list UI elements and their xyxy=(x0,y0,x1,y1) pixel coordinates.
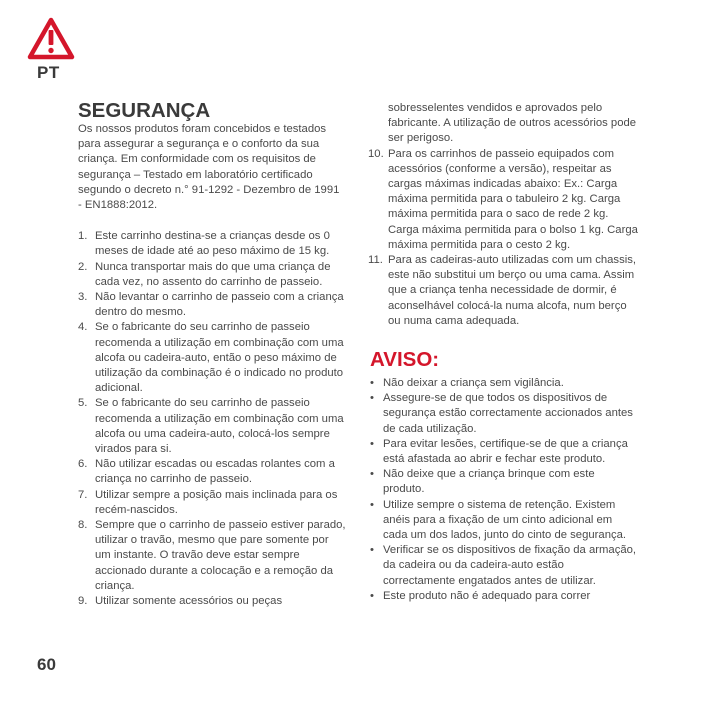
list-item xyxy=(78,457,346,487)
list-item-number: 10. xyxy=(368,147,384,160)
list-item-number: 6. xyxy=(78,458,88,471)
bullet-dot-icon: • xyxy=(370,544,374,557)
bullet-dot-icon: • xyxy=(370,377,374,390)
list-item xyxy=(78,488,346,518)
list-item xyxy=(78,396,346,457)
bullet-text: Este produto não é adequado para correr xyxy=(383,589,591,602)
list-item xyxy=(78,320,346,396)
list-item-text: Este carrinho destina-se a crianças desde os 0 meses de idade até ao peso máximo de 15 kg. xyxy=(95,230,330,258)
list-item-number: 11. xyxy=(368,254,383,267)
list-item-number: 8. xyxy=(78,519,88,532)
list-item-text: Nunca transportar mais do que uma criança de cada vez, no assento do carrinho de passeio. xyxy=(95,260,331,288)
warning-list xyxy=(368,376,638,604)
warning-bullet-item xyxy=(368,589,638,604)
list-item-number: 3. xyxy=(78,291,88,304)
safety-intro: Os nossos produtos foram concebidos e testados para assegurar a segurança e o conforto da sua criança. Em conformidade com os requisitos de segurança – Testado em laboratório certificado segundo o decreto n.° 91-1292 - Dezembro de 1991 - EN1888:2012. xyxy=(78,123,340,212)
list-item-text: Utilizar sempre a posição mais inclinada para os recém-nascidos. xyxy=(95,488,338,516)
list-item xyxy=(368,147,638,253)
list-item-text: Sempre que o carrinho de passeio estiver parado, utilizar o travão, mesmo que pare somente por um instante. O travão deve estar sempre accionado durante a colocação e a remoção da criança. xyxy=(95,519,346,592)
safety-title: SEGURANÇA xyxy=(78,99,211,122)
list-item-number: 9. xyxy=(78,595,88,608)
list-item xyxy=(78,594,346,609)
page-number: 60 xyxy=(37,655,56,674)
bullet-text: Para evitar lesões, certifique-se de que a criança está afastada ao abrir e fechar este produto. xyxy=(383,437,628,466)
list-item-number: 2. xyxy=(78,260,88,273)
list-item xyxy=(78,518,346,594)
list-item-text: Para as cadeiras-auto utilizadas com um chassis, este não substitui um berço ou uma cama. Assim que a criança tenha necessidade de dormir, é aconselhável colocá-la numa alcofa, num berço ou numa cama adequada. xyxy=(388,254,637,327)
bullet-text: Verificar se os dispositivos de fixação da armação, da cadeira ou da cadeira-auto estão correctamente engatados antes de utilizar. xyxy=(383,544,637,587)
warning-bullet-item xyxy=(368,543,638,589)
bullet-text: Utilize sempre o sistema de retenção. Existem anéis para a fixação de um cinto adicional em cada um dos lados, junto do cinto de segurança. xyxy=(383,498,627,542)
safety-list xyxy=(78,229,346,609)
list-item-text: Se o fabricante do seu carrinho de passeio recomenda a utilização em combinação com uma alcofa ou cadeira-auto, então o peso máximo de utilização da combinação é o indicado no produto adicional. xyxy=(95,321,344,395)
list-item-number: 7. xyxy=(78,488,88,501)
language-label: PT xyxy=(37,63,60,82)
safety-item-9-continued: sobresselentes vendidos e aprovados pelo fabricante. A utilização de outros acessórios pode ser perigoso. xyxy=(388,102,637,145)
list-item-text: Utilizar somente acessórios ou peças xyxy=(95,595,283,608)
bullet-dot-icon: • xyxy=(370,589,374,602)
list-item-text: Não levantar o carrinho de passeio com a criança dentro do mesmo. xyxy=(95,291,344,319)
bullet-text: Assegure-se de que todos os dispositivos de segurança estão correctamente accionados antes de cada utilização. xyxy=(383,392,633,435)
list-item xyxy=(78,260,346,290)
list-item-number: 1. xyxy=(78,230,88,243)
list-item-text: Não utilizar escadas ou escadas rolantes com a criança no carrinho de passeio. xyxy=(95,458,335,486)
warning-bullet-item xyxy=(368,437,638,467)
list-item xyxy=(78,290,346,320)
warning-title: AVISO: xyxy=(370,348,440,372)
warning-bullet-item xyxy=(368,376,638,391)
list-item-number: 4. xyxy=(78,321,88,334)
bullet-dot-icon: • xyxy=(370,392,374,405)
list-item xyxy=(78,229,346,259)
bullet-dot-icon: • xyxy=(370,498,374,511)
warning-bullet-item xyxy=(368,467,638,497)
bullet-text: Não deixe que a criança brinque com este produto. xyxy=(383,468,595,496)
warning-triangle-icon xyxy=(27,17,75,61)
list-item-text: Para os carrinhos de passeio equipados com acessórios (conforme a versão), respeitar as cargas máximas indicadas abaixo: Ex.: Carga máxima permitida para o tabuleiro 2 kg. Carga máxima permitida para o saco de rede 2 kg. Carga máxima permitida para o bolso 1 kg. Carga máxima permitida para o cesto 2 kg. xyxy=(388,147,638,251)
list-item-number: 5. xyxy=(78,397,88,410)
safety-list-continued xyxy=(368,147,638,329)
list-item-text: Se o fabricante do seu carrinho de passeio recomenda a utilização em combinação com uma alcofa ou uma cadeira-auto, colocá-los sempre virados para si. xyxy=(95,397,344,456)
bullet-dot-icon: • xyxy=(370,468,374,481)
warning-bullet-item xyxy=(368,498,638,544)
left-column xyxy=(78,100,346,609)
warning-bullet-item xyxy=(368,391,638,437)
bullet-dot-icon: • xyxy=(370,437,374,450)
bullet-text: Não deixar a criança sem vigilância. xyxy=(383,377,564,390)
right-column xyxy=(368,101,638,604)
list-item xyxy=(368,253,638,329)
